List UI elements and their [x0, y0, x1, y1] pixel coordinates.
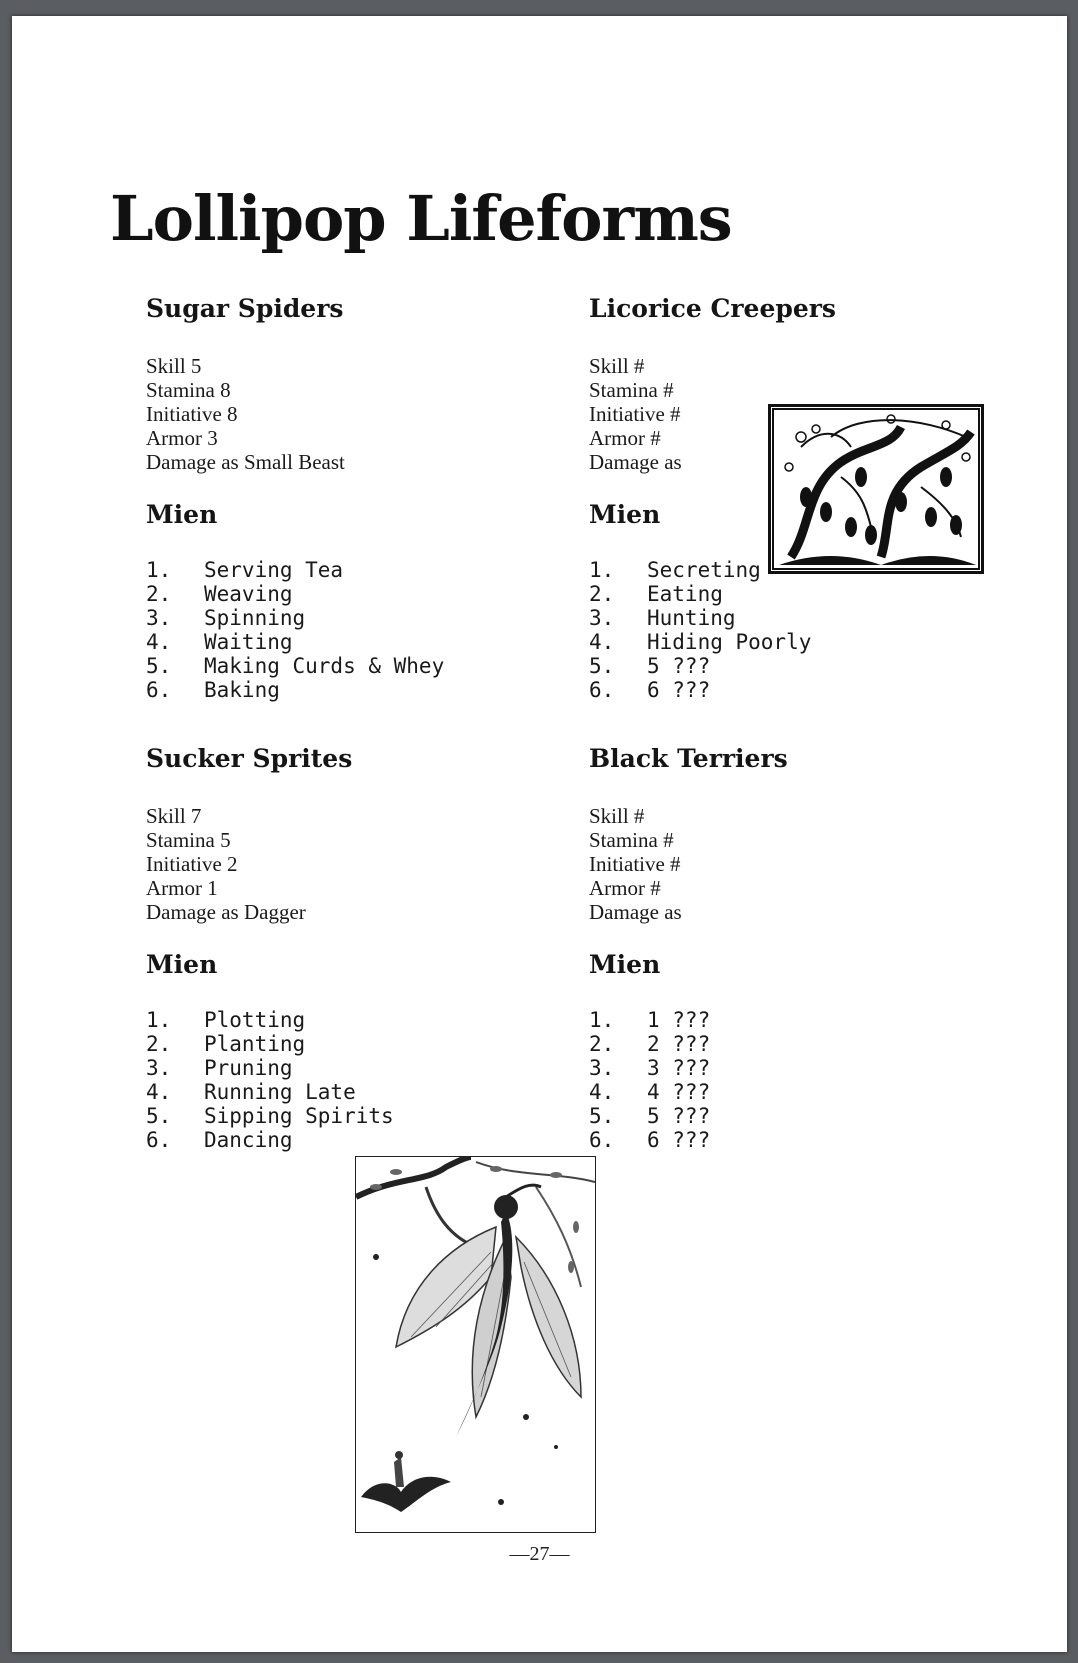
document-page — [12, 16, 1067, 1652]
mien-item: 4. Waiting — [146, 630, 293, 654]
stat-stamina: Stamina # — [589, 828, 674, 852]
mien-item: 3. Pruning — [146, 1056, 293, 1080]
mien-item: 3. 3 ??? — [589, 1056, 711, 1080]
fairy-illustration-icon — [355, 1156, 596, 1533]
page-title: Lollipop Lifeforms — [110, 182, 732, 255]
mien-item: 3. Spinning — [146, 606, 306, 630]
mien-list — [146, 1008, 566, 1152]
stat-stamina: Stamina # — [589, 378, 674, 402]
creature-name: Sucker Sprites — [146, 744, 353, 773]
mien-heading: Mien — [146, 950, 218, 979]
mien-list — [146, 558, 566, 702]
mien-item: 2. Eating — [589, 582, 723, 606]
creature-name: Sugar Spiders — [146, 294, 344, 323]
stat-damage: Damage as — [589, 450, 682, 474]
mien-item: 3. Hunting — [589, 606, 736, 630]
mien-item: 6. Dancing — [146, 1128, 293, 1152]
creature-block-sucker-sprites — [146, 744, 566, 1152]
stat-damage: Damage as Small Beast — [146, 450, 345, 474]
mien-item: 1. Serving Tea — [146, 558, 344, 582]
mien-item: 2. Weaving — [146, 582, 293, 606]
creature-block-black-terriers — [589, 744, 1009, 1152]
stat-stamina: Stamina 5 — [146, 828, 231, 852]
mien-list — [589, 558, 1009, 702]
mien-list — [589, 1008, 1009, 1152]
mien-item: 5. 5 ??? — [589, 1104, 711, 1128]
stat-list — [146, 354, 566, 474]
mien-item: 6. 6 ??? — [589, 1128, 711, 1152]
creature-block-sugar-spiders — [146, 294, 566, 702]
mien-item: 4. Running Late — [146, 1080, 356, 1104]
stat-skill: Skill 5 — [146, 354, 202, 378]
stat-list — [146, 804, 566, 924]
mien-item: 5. 5 ??? — [589, 654, 711, 678]
stat-initiative: Initiative 8 — [146, 402, 238, 426]
stat-initiative: Initiative 2 — [146, 852, 238, 876]
mien-item: 6. 6 ??? — [589, 678, 711, 702]
creature-name: Black Terriers — [589, 744, 788, 773]
mien-heading: Mien — [589, 950, 661, 979]
mien-item: 4. 4 ??? — [589, 1080, 711, 1104]
mien-item: 2. 2 ??? — [589, 1032, 711, 1056]
mien-item: 1. Plotting — [146, 1008, 306, 1032]
mien-heading: Mien — [589, 500, 661, 529]
mien-item: 4. Hiding Poorly — [589, 630, 812, 654]
mien-item: 1. 1 ??? — [589, 1008, 711, 1032]
stat-armor: Armor 1 — [146, 876, 218, 900]
mien-item: 6. Baking — [146, 678, 280, 702]
floral-ornament-icon — [768, 404, 984, 574]
stat-stamina: Stamina 8 — [146, 378, 231, 402]
creature-name: Licorice Creepers — [589, 294, 836, 323]
mien-item: 2. Planting — [146, 1032, 306, 1056]
stat-initiative: Initiative # — [589, 852, 681, 876]
stat-damage: Damage as Dagger — [146, 900, 306, 924]
stat-initiative: Initiative # — [589, 402, 681, 426]
mien-item: 5. Making Curds & Whey — [146, 654, 445, 678]
stat-damage: Damage as — [589, 900, 682, 924]
mien-item: 5. Sipping Spirits — [146, 1104, 394, 1128]
mien-heading: Mien — [146, 500, 218, 529]
stat-skill: Skill # — [589, 354, 645, 378]
stat-armor: Armor # — [589, 426, 661, 450]
stat-skill: Skill 7 — [146, 804, 202, 828]
stat-skill: Skill # — [589, 804, 645, 828]
stat-armor: Armor # — [589, 876, 661, 900]
stat-armor: Armor 3 — [146, 426, 218, 450]
stat-list — [589, 804, 1009, 924]
page-number: —27— — [509, 1543, 570, 1565]
mien-item: 1. Secreting — [589, 558, 761, 582]
